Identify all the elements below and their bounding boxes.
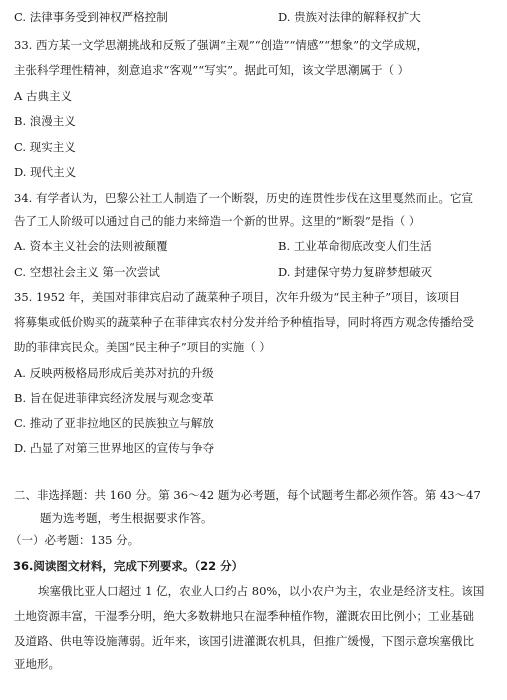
q35-stem-line-2: 将募集或低价购买的蔬菜种子在菲律宾农村分发并给予种植指导，同时将西方观念传播给受	[14, 315, 474, 329]
q35-option-b: B. 旨在促进菲律宾经济发展与观念变革	[14, 391, 214, 405]
section-2-heading-line-2: 题为选考题，考生根据要求作答。	[40, 511, 213, 525]
q35-stem-line-1: 35. 1952 年，美国对菲律宾启动了蔬菜种子项目，次年升级为“民主种子”项目，该项目	[14, 290, 461, 304]
q35-stem-line-3: 助的菲律宾民众。美国“民主种子”项目的实施（ ）	[14, 340, 271, 354]
q36-paragraph-line-3: 及道路、供电等设施薄弱。近年来，该国引进灌溉农机具，但推广缓慢，下图示意埃塞俄比	[14, 634, 474, 648]
q36-paragraph-line-2: 土地资源丰富，干湿季分明，绝大多数耕地只在湿季种植作物，灌溉农田比例小；工业基础	[14, 609, 474, 623]
q33-option-b: B. 浪漫主义	[14, 114, 76, 128]
q33-option-a: A 古典主义	[14, 89, 72, 103]
section-2-subheading: （一）必考题：135 分。	[10, 533, 140, 547]
q36-paragraph-line-4: 亚地形。	[14, 657, 60, 671]
q34-option-d: D. 封建保守势力复辟梦想破灭	[278, 265, 433, 279]
q33-stem-line-1: 33. 西方某一文学思潮挑战和反叛了强调“主观”“创造”“情感”“想象”的文学成规，	[14, 38, 428, 52]
q35-option-d: D. 凸显了对第三世界地区的宣传与争夺	[14, 441, 215, 455]
q33-stem-line-2: 主张科学理性精神，刻意追求“客观”“写实”。据此可知，该文学思潮属于（ ）	[14, 63, 410, 77]
q35-option-a: A. 反映两极格局形成后美苏对抗的升级	[14, 366, 214, 380]
q34-stem-line-2: 告了工人阶级可以通过自己的能力来缔造一个新的世界。这里的“断裂”是指（ ）	[14, 214, 421, 228]
q34-stem-line-1: 34. 有学者认为，巴黎公社工人制造了一个断裂，历史的连贯性步伐在这里戛然而止。它宣	[14, 191, 473, 205]
q36-title: 36.阅读图文材料，完成下列要求。（22 分）	[13, 559, 244, 573]
q33-option-d: D. 现代主义	[14, 165, 77, 179]
q32-option-d: D. 贵族对法律的解释权扩大	[278, 10, 421, 24]
q36-paragraph-line-1: 埃塞俄比亚人口超过 1 亿，农业人口约占 80%，以小农户为主，农业是经济支柱。该国	[38, 584, 485, 598]
q34-option-c: C. 空想社会主义 第一次尝试	[14, 265, 160, 279]
section-2-heading-line-1: 二、非选择题：共 160 分。第 36～42 题为必考题，每个试题考生都必须作答。第 43～47	[14, 488, 481, 502]
q34-option-b: B. 工业革命彻底改变人们生活	[278, 239, 432, 253]
q34-option-a: A. 资本主义社会的法则被颠覆	[14, 239, 168, 253]
q32-option-c: C. 法律事务受到神权严格控制	[14, 10, 168, 24]
q33-option-c: C. 现实主义	[14, 140, 76, 154]
q35-option-c: C. 推动了亚非拉地区的民族独立与解放	[14, 416, 214, 430]
